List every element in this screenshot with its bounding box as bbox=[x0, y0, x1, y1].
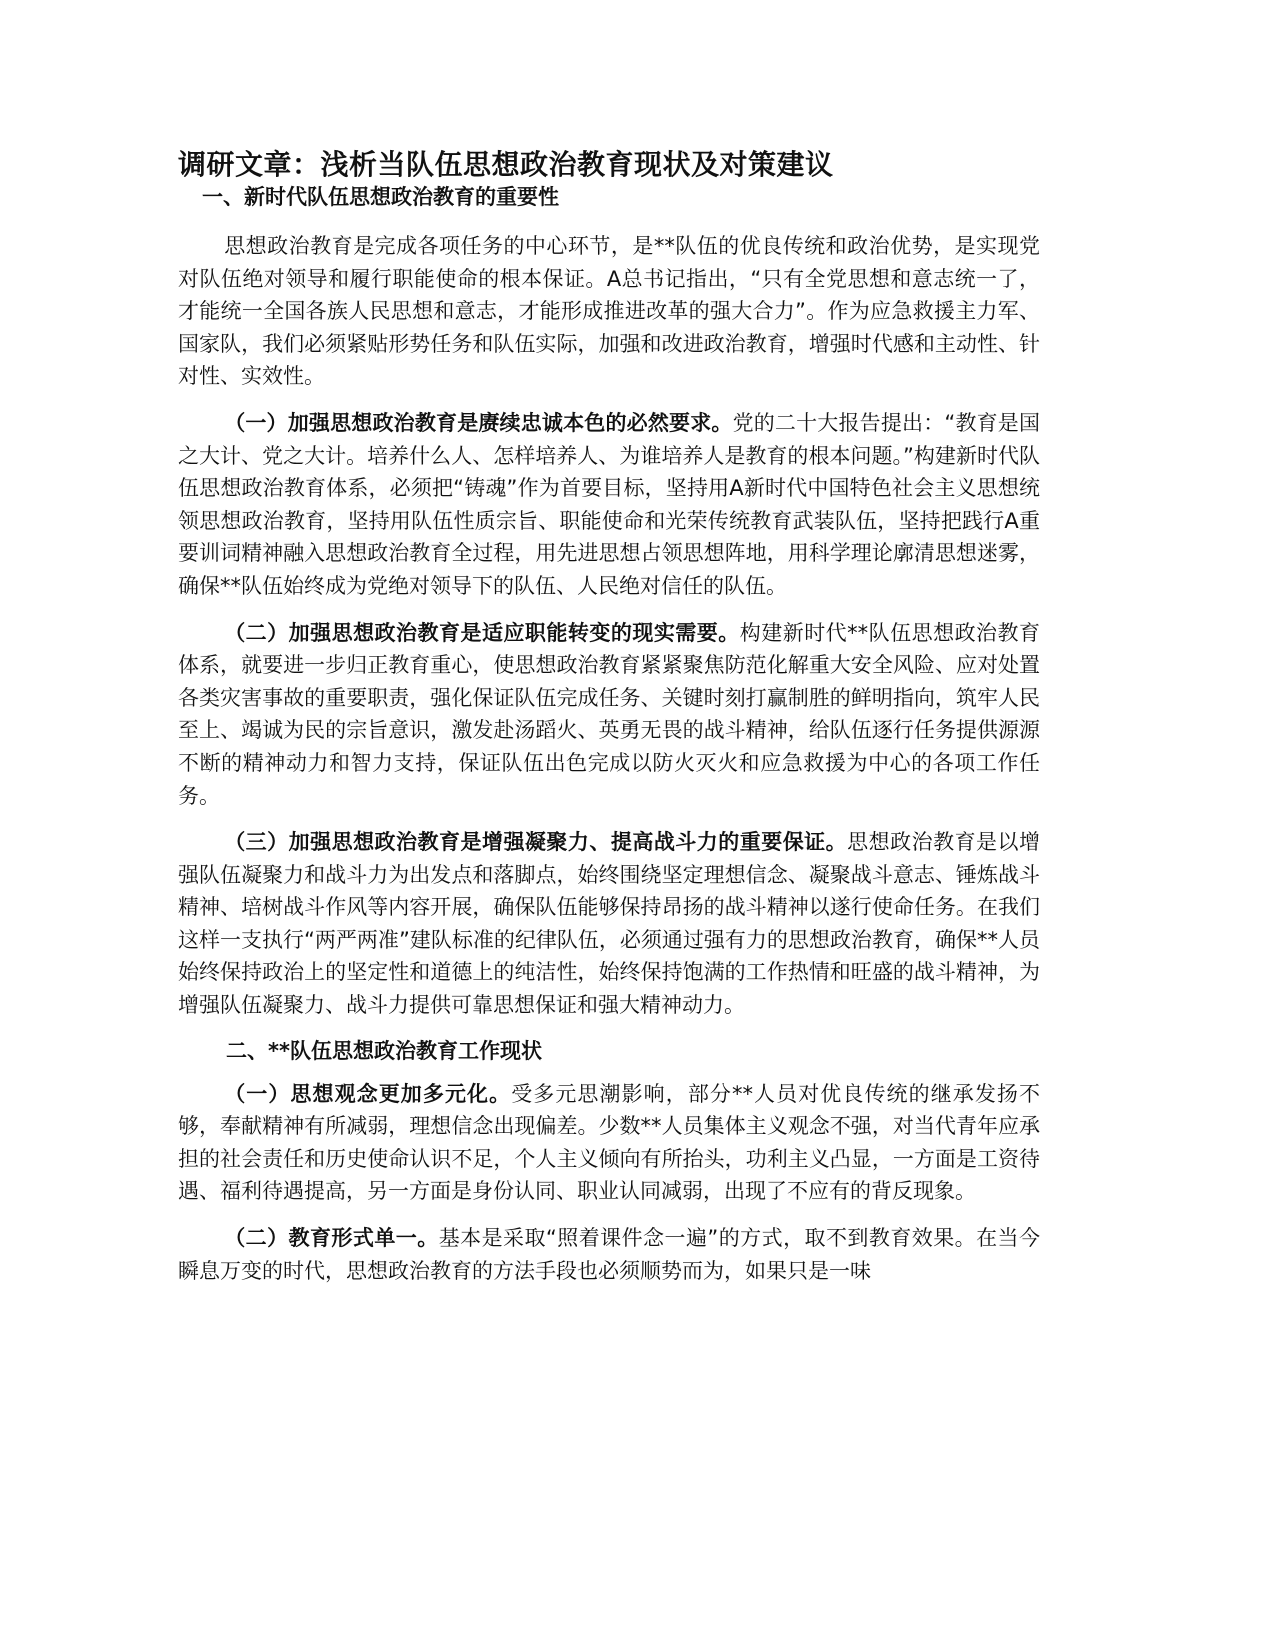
paragraph-lead: （一）加强思想政治教育是赓续忠诚本色的必然要求。 bbox=[224, 410, 733, 435]
paragraph-lead: （二）教育形式单一。 bbox=[224, 1226, 439, 1251]
document-title: 调研文章：浅析当队伍思想政治教育现状及对策建议 bbox=[178, 148, 834, 181]
section-heading-current-status: 二、**队伍思想政治教育工作现状 bbox=[226, 1038, 542, 1063]
paragraph-function-change bbox=[178, 617, 1040, 813]
paragraph-loyalty bbox=[178, 407, 1040, 603]
paragraph-lead: （一）思想观念更加多元化。 bbox=[224, 1081, 512, 1106]
document-page bbox=[178, 148, 1040, 1301]
paragraph-single-form bbox=[178, 1222, 1040, 1287]
paragraph-body: 构建新时代**队伍思想政治教育体系，就要进一步归正教育重心，使思想政治教育紧紧聚焦防范化解重大安全风险、应对处置各类灾害事故的重要职责，强化保证队伍完成任务、关键时刻打赢制胜的鲜明指向，筑牢人民至上、竭诚为民的宗旨意识，激发赴汤蹈火、英勇无畏的战斗精神，给队伍逐行任务提供源源不断的精神动力和智力支持，保证队伍出色完成以防火灭火和应急救援为中心的各项工作任务。 bbox=[178, 620, 1041, 808]
paragraph-body: 受多元思潮影响，部分**人员对优良传统的继承发扬不够，奉献精神有所减弱，理想信念出现偏差。少数**人员集体主义观念不强，对当代青年应承担的社会责任和历史使命认识不足，个人主义倾向有所抬头，功利主义凸显，一方面是工资待遇、福利待遇提高，另一方面是身份认同、职业认同减弱，出现了不应有的背反现象。 bbox=[178, 1081, 1040, 1204]
paragraph-cohesion bbox=[178, 826, 1040, 1022]
intro-paragraph: 思想政治教育是完成各项任务的中心环节，是**队伍的优良传统和政治优势，是实现党对队伍绝对领导和履行职能使命的根本保证。A总书记指出，“只有全党思想和意志统一了，才能统一全国各族人民思想和意志，才能形成推进改革的强大合力”。作为应急救援主力军、国家队，我们必须紧贴形势任务和队伍实际，加强和改进政治教育，增强时代感和主动性、针对性、实效性。 bbox=[178, 234, 1040, 389]
paragraph-body: 思想政治教育是以增强队伍凝聚力和战斗力为出发点和落脚点，始终围绕坚定理想信念、凝聚战斗意志、锤炼战斗精神、培树战斗作风等内容开展，确保队伍能够保持昂扬的战斗精神以遂行使命任务。在我们这样一支执行“两严两准”建队标准的纪律队伍，必须通过强有力的思想政治教育，确保**人员始终保持政治上的坚定性和道德上的纯洁性，始终保持饱满的工作热情和旺盛的战斗精神，为增强队伍凝聚力、战斗力提供可靠思想保证和强大精神动力。 bbox=[178, 830, 1041, 1018]
section-heading-importance: 一、新时代队伍思想政治教育的重要性 bbox=[202, 185, 559, 209]
paragraph-lead: （三）加强思想政治教育是增强凝聚力、提高战斗力的重要保证。 bbox=[224, 830, 848, 855]
paragraph-body: 党的二十大报告提出：“教育是国之大计、党之大计。培养什么人、怎样培养人、为谁培养人是教育的根本问题。”构建新时代队伍思想政治教育体系，必须把“铸魂”作为首要目标，坚持用A新时代中国特色社会主义思想统领思想政治教育，坚持用队伍性质宗旨、职能使命和光荣传统教育武装队伍，坚持把践行A重要训词精神融入思想政治教育全过程，用先进思想占领思想阵地，用科学理论廓清思想迷雾，确保**队伍始终成为党绝对领导下的队伍、人民绝对信任的队伍。 bbox=[178, 410, 1040, 598]
paragraph-body: 基本是采取“照着课件念一遍”的方式，取不到教育效果。在当今瞬息万变的时代，思想政治教育的方法手段也必须顺势而为，如果只是一味 bbox=[178, 1226, 1040, 1283]
paragraph-lead: （二）加强思想政治教育是适应职能转变的现实需要。 bbox=[224, 620, 740, 645]
paragraph-diverse-ideas bbox=[178, 1078, 1040, 1208]
